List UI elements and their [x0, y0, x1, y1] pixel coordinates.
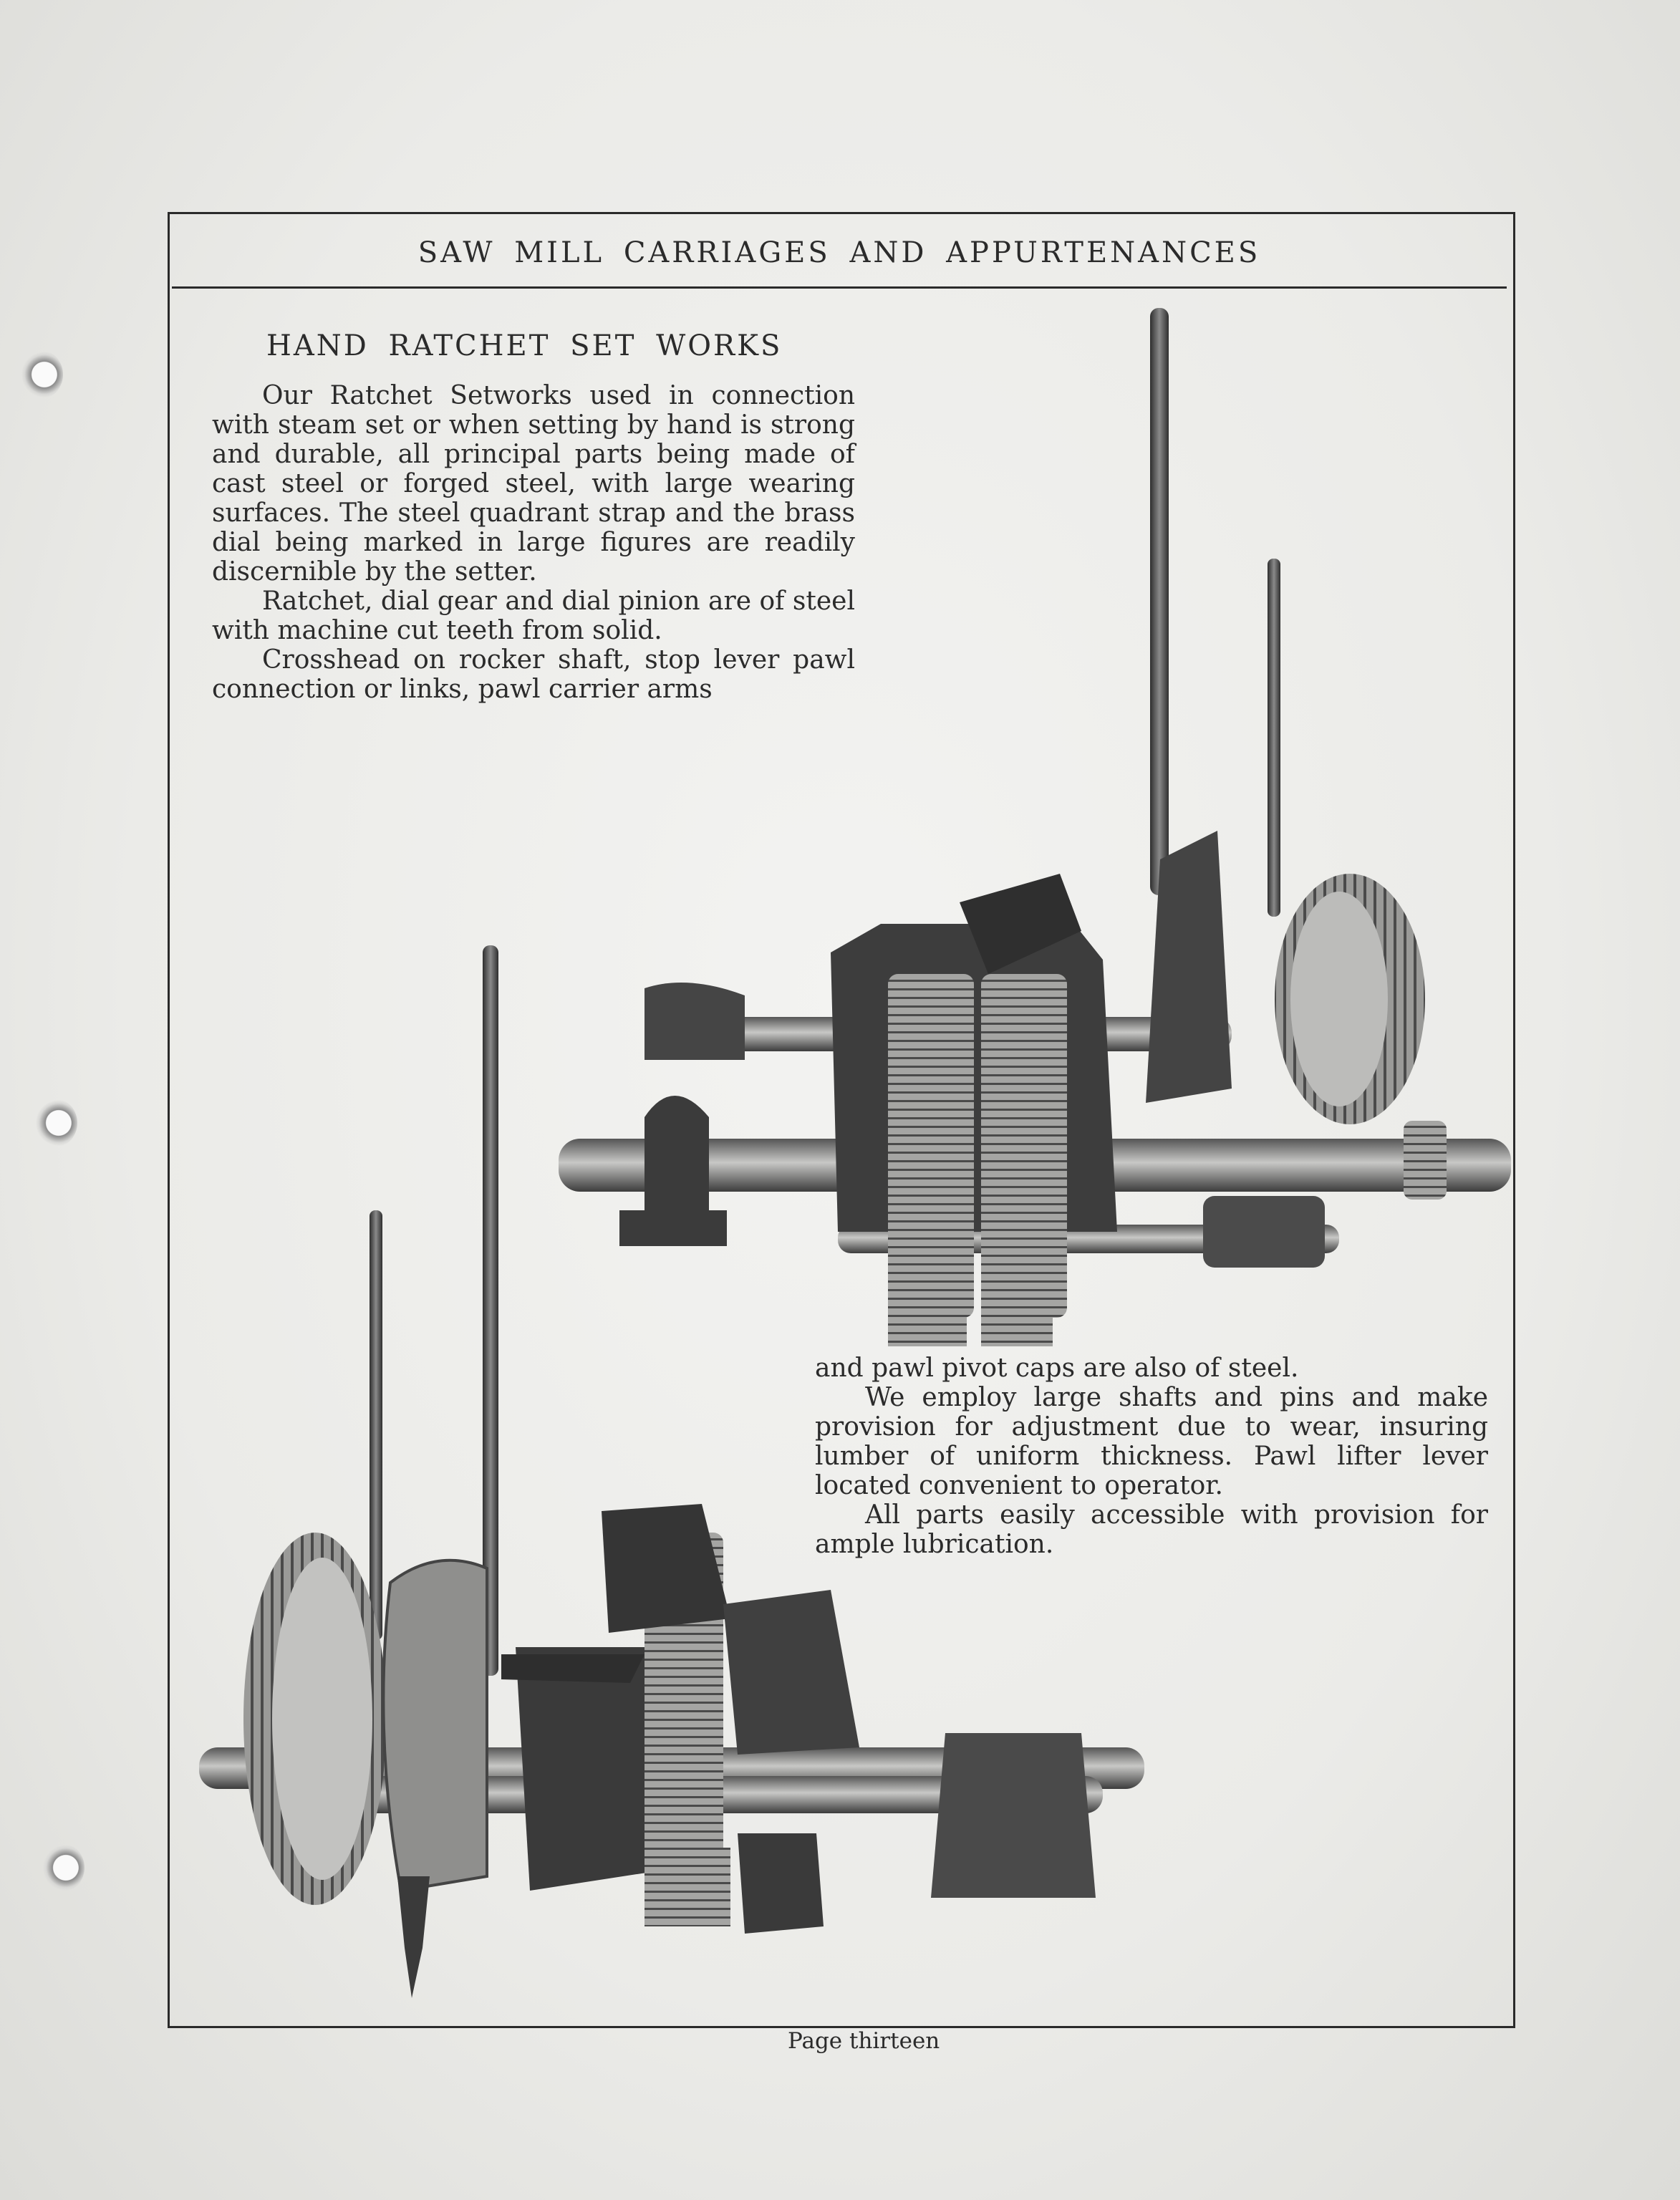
paragraph-ratchet-gears: Ratchet, dial gear and dial pinion are of steel with machine cut teeth from solid. — [212, 587, 855, 645]
paragraph-crosshead: Crosshead on rocker shaft, stop lever pawl connection or links, pawl carrier arms — [212, 645, 855, 704]
upper-setworks-illustration — [559, 308, 1511, 1346]
page-number: Page thirteen — [788, 2028, 940, 2054]
upper-rear-bearing — [645, 983, 745, 1060]
upper-ratchet-lower-b — [981, 1217, 1053, 1346]
section-heading: HAND RATCHET SET WORKS — [266, 329, 783, 362]
paragraph-shafts-pins: We employ large shafts and pins and make provision for adjustment due to wear, insuring lumber of uniform thickness. Pawl lifter lever located convenient to operator. — [815, 1383, 1488, 1500]
upper-short-lever — [1268, 559, 1280, 917]
paragraph-lubrication: All parts easily accessible with provision for ample lubrication. — [815, 1500, 1488, 1559]
page-header-title: SAW MILL CARRIAGES AND APPURTENANCES — [417, 236, 1261, 269]
upper-counterweight — [1203, 1196, 1325, 1268]
lower-ratchet-lower — [645, 1848, 730, 1926]
lower-dial-face — [272, 1558, 372, 1880]
lower-short-lever — [370, 1210, 382, 1640]
upper-tall-lever — [1150, 308, 1169, 895]
lower-upper-housing — [602, 1504, 730, 1633]
lower-pawl-linkage — [501, 1654, 645, 1683]
upper-dial-face — [1290, 892, 1388, 1106]
lower-pivot-bolt — [397, 1876, 430, 1998]
lower-rocker-link — [738, 1833, 824, 1934]
upper-pinion-gear — [1404, 1121, 1447, 1200]
upper-ratchet-lower-a — [888, 1217, 967, 1346]
lower-quadrant-strap — [383, 1560, 487, 1891]
paragraph-continuation: and pawl pivot caps are also of steel. — [815, 1354, 1299, 1383]
lower-right-bearing — [931, 1733, 1096, 1898]
lower-right-casting — [723, 1590, 859, 1755]
paragraph-setworks-description: Our Ratchet Setworks used in connection with steam set or when setting by hand is strong and durable, all principal parts being made of cast steel or forged steel, with large wearing surfaces. The steel quadrant strap and the brass dial being marked in large figures are readily discernible by the setter. — [212, 381, 855, 587]
